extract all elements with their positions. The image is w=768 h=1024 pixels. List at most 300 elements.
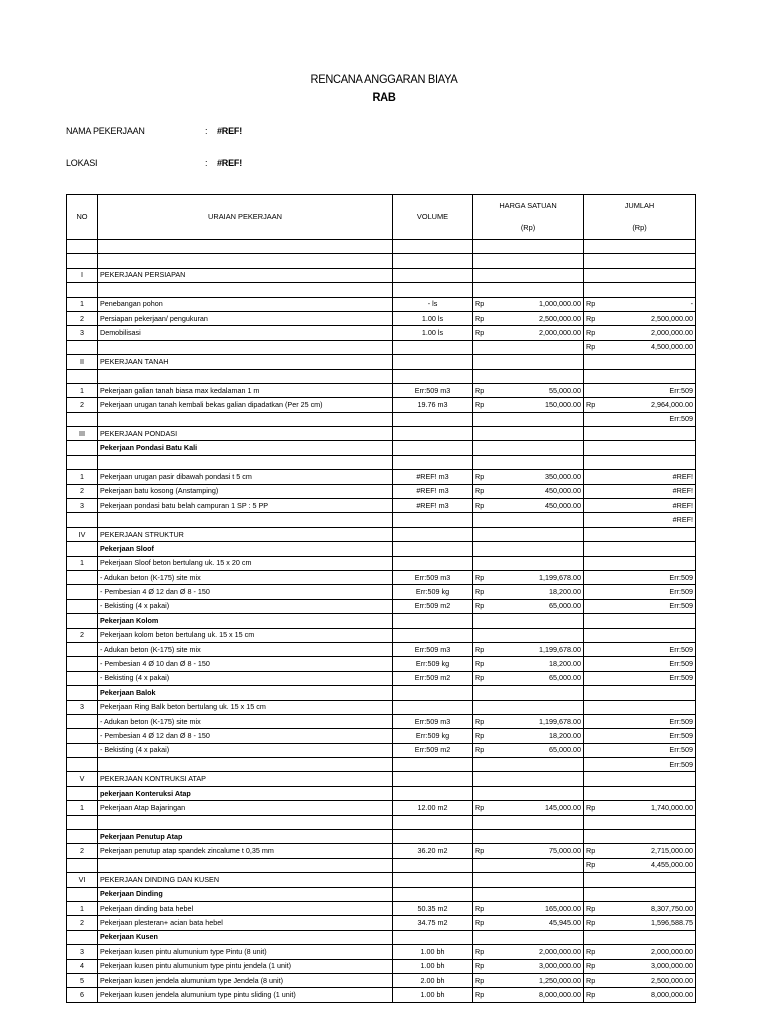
row-no bbox=[67, 614, 98, 628]
row-no bbox=[67, 786, 98, 800]
row-harga-satuan bbox=[473, 383, 584, 397]
row-volume bbox=[393, 355, 473, 369]
row-volume bbox=[393, 369, 473, 383]
row-jumlah bbox=[584, 786, 696, 800]
row-uraian: pekerjaan Konteruksi Atap bbox=[98, 786, 393, 800]
row-uraian bbox=[98, 240, 393, 254]
row-harga-satuan bbox=[473, 671, 584, 685]
row-jumlah bbox=[584, 614, 696, 628]
header-uraian: URAIAN PEKERJAAN bbox=[98, 195, 393, 240]
row-jumlah bbox=[584, 441, 696, 455]
row-volume bbox=[393, 628, 473, 642]
harga-currency: Rp bbox=[475, 946, 485, 956]
row-harga-satuan bbox=[473, 758, 584, 772]
row-uraian: Pekerjaan Pondasi Batu Kali bbox=[98, 441, 393, 455]
row-uraian: PEKERJAAN STRUKTUR bbox=[98, 527, 393, 541]
harga-value: 3,000,000.00 bbox=[539, 961, 581, 971]
jumlah-value: - bbox=[690, 299, 693, 309]
jumlah-value: 2,500,000.00 bbox=[651, 313, 693, 323]
row-volume bbox=[393, 254, 473, 268]
row-uraian: Pekerjaan Kolom bbox=[98, 614, 393, 628]
table-row bbox=[67, 599, 696, 613]
jumlah-currency: Rp bbox=[586, 946, 596, 956]
row-jumlah bbox=[584, 283, 696, 297]
nama-pekerjaan-separator: : bbox=[205, 126, 208, 136]
row-harga-satuan bbox=[473, 959, 584, 973]
table-row bbox=[67, 355, 696, 369]
row-volume bbox=[393, 786, 473, 800]
row-jumlah bbox=[584, 700, 696, 714]
jumlah-value: Err:509 bbox=[669, 659, 693, 669]
row-volume bbox=[393, 542, 473, 556]
row-uraian: Pekerjaan pondasi batu belah campuran 1 SP : 5 PP bbox=[98, 499, 393, 513]
row-jumlah bbox=[584, 355, 696, 369]
lokasi-label: LOKASI bbox=[66, 158, 98, 168]
row-harga-satuan bbox=[473, 887, 584, 901]
row-jumlah bbox=[584, 642, 696, 656]
table-row bbox=[67, 887, 696, 901]
row-harga-satuan bbox=[473, 412, 584, 426]
harga-value: 1,000,000.00 bbox=[539, 299, 581, 309]
row-volume bbox=[393, 758, 473, 772]
row-jumlah bbox=[584, 628, 696, 642]
row-jumlah bbox=[584, 340, 696, 354]
harga-value: 65,000.00 bbox=[549, 601, 581, 611]
row-uraian: Pekerjaan Balok bbox=[98, 686, 393, 700]
row-jumlah bbox=[584, 369, 696, 383]
row-no bbox=[67, 570, 98, 584]
row-no: 1 bbox=[67, 383, 98, 397]
row-uraian: Pekerjaan plesteran+ acian bata hebel bbox=[98, 916, 393, 930]
row-no: 3 bbox=[67, 700, 98, 714]
row-volume bbox=[393, 283, 473, 297]
jumlah-value: Err:509 bbox=[669, 644, 693, 654]
row-uraian: - Adukan beton (K-175) site mix bbox=[98, 570, 393, 584]
harga-value: 2,000,000.00 bbox=[539, 328, 581, 338]
table-row bbox=[67, 297, 696, 311]
row-no bbox=[67, 513, 98, 527]
harga-value: 75,000.00 bbox=[549, 846, 581, 856]
row-harga-satuan bbox=[473, 830, 584, 844]
jumlah-currency: Rp bbox=[586, 299, 596, 309]
harga-currency: Rp bbox=[475, 572, 485, 582]
row-harga-satuan bbox=[473, 398, 584, 412]
harga-currency: Rp bbox=[475, 313, 485, 323]
jumlah-value: 4,500,000.00 bbox=[651, 342, 693, 352]
row-jumlah bbox=[584, 513, 696, 527]
row-uraian: - Adukan beton (K-175) site mix bbox=[98, 714, 393, 728]
row-volume bbox=[393, 412, 473, 426]
row-no bbox=[67, 542, 98, 556]
jumlah-currency: Rp bbox=[586, 975, 596, 985]
table-row bbox=[67, 714, 696, 728]
harga-value: 2,000,000.00 bbox=[539, 946, 581, 956]
row-uraian: Pekerjaan kusen jendela alumunium type pintu sliding (1 unit) bbox=[98, 988, 393, 1002]
row-harga-satuan bbox=[473, 585, 584, 599]
row-no bbox=[67, 455, 98, 469]
table-row bbox=[67, 254, 696, 268]
row-no bbox=[67, 585, 98, 599]
row-harga-satuan bbox=[473, 297, 584, 311]
row-volume bbox=[393, 700, 473, 714]
row-jumlah bbox=[584, 815, 696, 829]
row-jumlah bbox=[584, 772, 696, 786]
harga-currency: Rp bbox=[475, 903, 485, 913]
harga-value: 18,200.00 bbox=[549, 730, 581, 740]
row-jumlah bbox=[584, 959, 696, 973]
row-no bbox=[67, 686, 98, 700]
row-jumlah bbox=[584, 729, 696, 743]
table-row bbox=[67, 614, 696, 628]
jumlah-value: 8,000,000.00 bbox=[651, 990, 693, 999]
harga-currency: Rp bbox=[475, 975, 485, 985]
harga-currency: Rp bbox=[475, 486, 485, 496]
table-row bbox=[67, 873, 696, 887]
row-jumlah bbox=[584, 326, 696, 340]
row-volume: Err:509 kg bbox=[393, 657, 473, 671]
jumlah-currency: Rp bbox=[586, 990, 596, 999]
row-harga-satuan bbox=[473, 499, 584, 513]
row-harga-satuan bbox=[473, 326, 584, 340]
row-no bbox=[67, 671, 98, 685]
harga-value: 18,200.00 bbox=[549, 587, 581, 597]
row-no: 1 bbox=[67, 901, 98, 915]
row-volume: Err:509 m2 bbox=[393, 743, 473, 757]
row-jumlah bbox=[584, 427, 696, 441]
table-row bbox=[67, 700, 696, 714]
row-volume bbox=[393, 427, 473, 441]
table-row bbox=[67, 513, 696, 527]
table-row bbox=[67, 283, 696, 297]
row-jumlah bbox=[584, 297, 696, 311]
row-volume: 1.00 bh bbox=[393, 988, 473, 1002]
table-row bbox=[67, 441, 696, 455]
table-row bbox=[67, 455, 696, 469]
jumlah-currency: Rp bbox=[586, 328, 596, 338]
row-harga-satuan bbox=[473, 570, 584, 584]
row-uraian: Pekerjaan Sloof bbox=[98, 542, 393, 556]
row-harga-satuan bbox=[473, 311, 584, 325]
row-no bbox=[67, 858, 98, 872]
harga-currency: Rp bbox=[475, 961, 485, 971]
row-uraian: Penebangan pohon bbox=[98, 297, 393, 311]
jumlah-value: #REF! bbox=[672, 471, 693, 481]
row-uraian: Pekerjaan urugan pasir dibawah pondasi t 5 cm bbox=[98, 470, 393, 484]
harga-value: 55,000.00 bbox=[549, 385, 581, 395]
row-uraian: Pekerjaan kusen pintu alumunium type Pintu (8 unit) bbox=[98, 945, 393, 959]
row-no: V bbox=[67, 772, 98, 786]
row-harga-satuan bbox=[473, 729, 584, 743]
row-no: 1 bbox=[67, 470, 98, 484]
jumlah-value: 1,740,000.00 bbox=[651, 802, 693, 812]
harga-currency: Rp bbox=[475, 918, 485, 928]
row-no: 1 bbox=[67, 297, 98, 311]
row-uraian: PEKERJAAN PONDASI bbox=[98, 427, 393, 441]
row-harga-satuan bbox=[473, 973, 584, 987]
row-volume bbox=[393, 887, 473, 901]
row-harga-satuan bbox=[473, 801, 584, 815]
row-uraian: Pekerjaan dinding bata hebel bbox=[98, 901, 393, 915]
row-no bbox=[67, 254, 98, 268]
jumlah-currency: Rp bbox=[586, 903, 596, 913]
jumlah-currency: Rp bbox=[586, 846, 596, 856]
row-uraian bbox=[98, 340, 393, 354]
harga-value: 45,945.00 bbox=[549, 918, 581, 928]
row-uraian bbox=[98, 283, 393, 297]
row-uraian: Pekerjaan Ring Balk beton bertulang uk. 15 x 15 cm bbox=[98, 700, 393, 714]
header-no: NO bbox=[67, 195, 98, 240]
row-no bbox=[67, 441, 98, 455]
row-volume bbox=[393, 268, 473, 282]
nama-pekerjaan-label: NAMA PEKERJAAN bbox=[66, 126, 145, 136]
row-jumlah bbox=[584, 240, 696, 254]
row-uraian bbox=[98, 858, 393, 872]
row-no bbox=[67, 657, 98, 671]
table-row bbox=[67, 858, 696, 872]
header-jumlah: JUMLAH bbox=[584, 195, 696, 218]
row-no: 2 bbox=[67, 311, 98, 325]
row-no bbox=[67, 830, 98, 844]
row-uraian bbox=[98, 758, 393, 772]
row-jumlah bbox=[584, 873, 696, 887]
row-volume: Err:509 m2 bbox=[393, 671, 473, 685]
table-row bbox=[67, 556, 696, 570]
row-volume: Err:509 m3 bbox=[393, 570, 473, 584]
jumlah-currency: Rp bbox=[586, 918, 596, 928]
row-harga-satuan bbox=[473, 470, 584, 484]
row-jumlah bbox=[584, 254, 696, 268]
row-jumlah bbox=[584, 657, 696, 671]
harga-value: 1,199,678.00 bbox=[539, 644, 581, 654]
jumlah-currency: Rp bbox=[586, 802, 596, 812]
row-no bbox=[67, 815, 98, 829]
row-volume: - ls bbox=[393, 297, 473, 311]
harga-value: 165,000.00 bbox=[545, 903, 581, 913]
jumlah-value: Err:509 bbox=[669, 730, 693, 740]
harga-value: 350,000.00 bbox=[545, 471, 581, 481]
harga-value: 1,250,000.00 bbox=[539, 975, 581, 985]
row-no: II bbox=[67, 355, 98, 369]
table-row bbox=[67, 657, 696, 671]
table-row bbox=[67, 628, 696, 642]
row-volume: 19.76 m3 bbox=[393, 398, 473, 412]
harga-currency: Rp bbox=[475, 730, 485, 740]
table-row bbox=[67, 973, 696, 987]
harga-currency: Rp bbox=[475, 673, 485, 683]
harga-value: 2,500,000.00 bbox=[539, 313, 581, 323]
row-jumlah bbox=[584, 844, 696, 858]
row-harga-satuan bbox=[473, 427, 584, 441]
row-volume bbox=[393, 930, 473, 944]
table-row bbox=[67, 311, 696, 325]
table-row bbox=[67, 959, 696, 973]
row-harga-satuan bbox=[473, 686, 584, 700]
row-volume bbox=[393, 686, 473, 700]
row-uraian: - Bekisting (4 x pakai) bbox=[98, 599, 393, 613]
row-uraian: - Pembesian 4 Ø 12 dan Ø 8 - 150 bbox=[98, 585, 393, 599]
harga-currency: Rp bbox=[475, 846, 485, 856]
row-no bbox=[67, 930, 98, 944]
row-harga-satuan bbox=[473, 988, 584, 1002]
table-row bbox=[67, 369, 696, 383]
row-harga-satuan bbox=[473, 844, 584, 858]
table-row bbox=[67, 844, 696, 858]
row-volume bbox=[393, 772, 473, 786]
harga-currency: Rp bbox=[475, 385, 485, 395]
harga-value: 450,000.00 bbox=[545, 486, 581, 496]
table-row bbox=[67, 945, 696, 959]
row-jumlah bbox=[584, 743, 696, 757]
row-uraian: Pekerjaan kusen pintu alumunium type pintu jendela (1 unit) bbox=[98, 959, 393, 973]
row-uraian: Pekerjaan batu kosong (Anstamping) bbox=[98, 484, 393, 498]
row-no: 3 bbox=[67, 499, 98, 513]
row-uraian: Pekerjaan penutup atap spandek zincalume t 0,35 mm bbox=[98, 844, 393, 858]
row-no bbox=[67, 412, 98, 426]
row-harga-satuan bbox=[473, 527, 584, 541]
row-jumlah bbox=[584, 268, 696, 282]
row-harga-satuan bbox=[473, 815, 584, 829]
row-no bbox=[67, 887, 98, 901]
row-no bbox=[67, 714, 98, 728]
row-no: 3 bbox=[67, 326, 98, 340]
lokasi-value: #REF! bbox=[217, 158, 243, 168]
table-row bbox=[67, 772, 696, 786]
row-jumlah bbox=[584, 398, 696, 412]
row-no bbox=[67, 369, 98, 383]
row-jumlah bbox=[584, 930, 696, 944]
jumlah-value: 1,596,588.75 bbox=[651, 918, 693, 928]
jumlah-currency: Rp bbox=[586, 860, 596, 870]
harga-currency: Rp bbox=[475, 500, 485, 510]
row-uraian bbox=[98, 513, 393, 527]
jumlah-currency: Rp bbox=[586, 399, 596, 409]
row-harga-satuan bbox=[473, 714, 584, 728]
page-subtitle: RAB bbox=[372, 90, 396, 104]
jumlah-value: Err:509 bbox=[669, 673, 693, 683]
row-uraian: Pekerjaan urugan tanah kembali bekas galian dipadatkan (Per 25 cm) bbox=[98, 398, 393, 412]
row-volume: #REF! m3 bbox=[393, 484, 473, 498]
row-uraian: Pekerjaan Atap Bajaringan bbox=[98, 801, 393, 815]
jumlah-value: 2,000,000.00 bbox=[651, 328, 693, 338]
row-uraian bbox=[98, 254, 393, 268]
row-harga-satuan bbox=[473, 873, 584, 887]
header-volume: VOLUME bbox=[393, 195, 473, 240]
jumlah-currency: Rp bbox=[586, 313, 596, 323]
row-volume: 50.35 m2 bbox=[393, 901, 473, 915]
table-row bbox=[67, 758, 696, 772]
row-uraian: Pekerjaan Sloof beton bertulang uk. 15 x 20 cm bbox=[98, 556, 393, 570]
row-uraian bbox=[98, 369, 393, 383]
row-jumlah bbox=[584, 830, 696, 844]
row-harga-satuan bbox=[473, 484, 584, 498]
row-harga-satuan bbox=[473, 441, 584, 455]
row-jumlah bbox=[584, 484, 696, 498]
row-volume bbox=[393, 873, 473, 887]
table-row bbox=[67, 916, 696, 930]
row-harga-satuan bbox=[473, 513, 584, 527]
row-volume bbox=[393, 340, 473, 354]
row-harga-satuan bbox=[473, 614, 584, 628]
row-harga-satuan bbox=[473, 700, 584, 714]
harga-value: 18,200.00 bbox=[549, 659, 581, 669]
row-jumlah bbox=[584, 311, 696, 325]
row-harga-satuan bbox=[473, 642, 584, 656]
row-uraian: - Pembesian 4 Ø 10 dan Ø 8 - 150 bbox=[98, 657, 393, 671]
row-uraian: - Bekisting (4 x pakai) bbox=[98, 743, 393, 757]
jumlah-value: 2,500,000.00 bbox=[651, 975, 693, 985]
row-jumlah bbox=[584, 383, 696, 397]
row-no bbox=[67, 340, 98, 354]
table-row bbox=[67, 340, 696, 354]
row-no: 4 bbox=[67, 959, 98, 973]
row-uraian: PEKERJAAN TANAH bbox=[98, 355, 393, 369]
row-uraian: Pekerjaan Penutup Atap bbox=[98, 830, 393, 844]
row-volume bbox=[393, 830, 473, 844]
harga-currency: Rp bbox=[475, 399, 485, 409]
row-jumlah bbox=[584, 714, 696, 728]
harga-currency: Rp bbox=[475, 601, 485, 611]
row-jumlah bbox=[584, 686, 696, 700]
row-jumlah bbox=[584, 585, 696, 599]
jumlah-value: Err:509 bbox=[669, 716, 693, 726]
table-row bbox=[67, 240, 696, 254]
row-volume: 1.00 ls bbox=[393, 311, 473, 325]
jumlah-value: Err:509 bbox=[669, 587, 693, 597]
table-row bbox=[67, 686, 696, 700]
jumlah-value: Err:509 bbox=[669, 572, 693, 582]
row-no: 2 bbox=[67, 916, 98, 930]
row-jumlah bbox=[584, 887, 696, 901]
row-harga-satuan bbox=[473, 283, 584, 297]
jumlah-value: 2,964,000.00 bbox=[651, 399, 693, 409]
row-harga-satuan bbox=[473, 542, 584, 556]
row-harga-satuan bbox=[473, 945, 584, 959]
row-jumlah bbox=[584, 671, 696, 685]
row-uraian: - Pembesian 4 Ø 12 dan Ø 8 - 150 bbox=[98, 729, 393, 743]
row-uraian: PEKERJAAN PERSIAPAN bbox=[98, 268, 393, 282]
row-volume bbox=[393, 455, 473, 469]
table-row bbox=[67, 671, 696, 685]
row-harga-satuan bbox=[473, 240, 584, 254]
row-jumlah bbox=[584, 527, 696, 541]
table-row bbox=[67, 470, 696, 484]
table-row bbox=[67, 988, 696, 1002]
harga-currency: Rp bbox=[475, 644, 485, 654]
row-jumlah bbox=[584, 858, 696, 872]
table-row bbox=[67, 398, 696, 412]
row-no: I bbox=[67, 268, 98, 282]
table-row bbox=[67, 786, 696, 800]
table-row bbox=[67, 642, 696, 656]
table-row bbox=[67, 412, 696, 426]
row-no: IV bbox=[67, 527, 98, 541]
row-no bbox=[67, 642, 98, 656]
table-header bbox=[67, 195, 696, 240]
row-volume: Err:509 kg bbox=[393, 585, 473, 599]
row-volume bbox=[393, 441, 473, 455]
row-volume bbox=[393, 527, 473, 541]
harga-value: 65,000.00 bbox=[549, 673, 581, 683]
row-volume: 36.20 m2 bbox=[393, 844, 473, 858]
row-uraian: - Bekisting (4 x pakai) bbox=[98, 671, 393, 685]
row-harga-satuan bbox=[473, 254, 584, 268]
harga-currency: Rp bbox=[475, 328, 485, 338]
row-volume: 34.75 m2 bbox=[393, 916, 473, 930]
row-no: 2 bbox=[67, 628, 98, 642]
row-no bbox=[67, 240, 98, 254]
row-volume bbox=[393, 240, 473, 254]
row-jumlah bbox=[584, 901, 696, 915]
